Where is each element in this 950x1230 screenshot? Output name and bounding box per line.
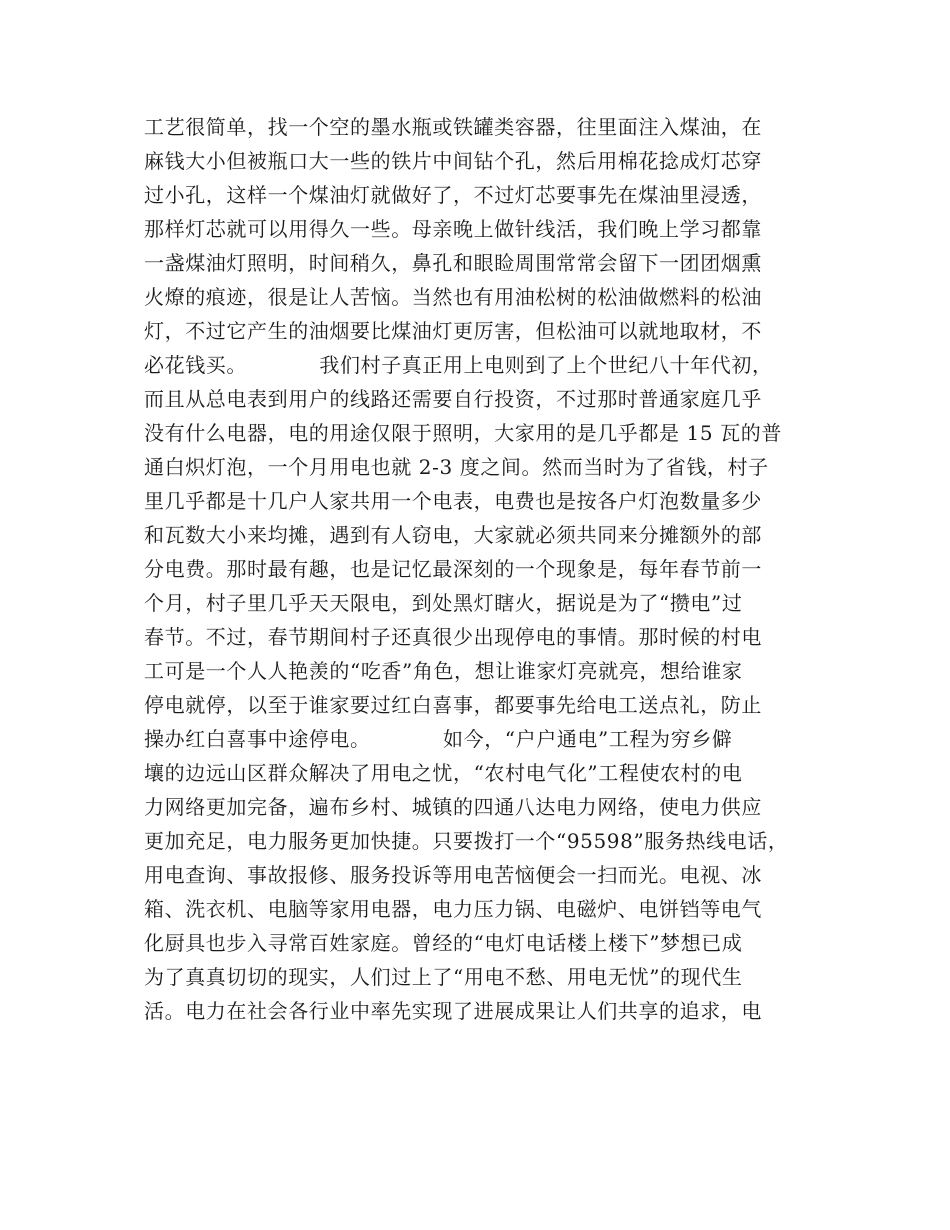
text-line-8: 必花钱买。 我们村子真正用上电则到了上个世纪八十年代初， [144,353,773,377]
text-line-7: 灯，不过它产生的油烟要比煤油灯更厉害，但松油可以就地取材，不 [144,319,762,343]
text-line-22: 更加充足，电力服务更加快捷。只要拨打一个“95598”服务热线电话， [144,829,789,853]
text-line-1: 工艺很简单，找一个空的墨水瓶或铁罐类容器，往里面注入煤油，在 [144,115,762,139]
text-line-13: 和瓦数大小来均摊，遇到有人窃电，大家就必须共同来分摊额外的部 [144,523,762,547]
text-line-3: 过小孔，这样一个煤油灯就做好了，不过灯芯要事先在煤油里浸透， [144,183,762,207]
text-line-4: 那样灯芯就可以用得久一些。母亲晚上做针线活，我们晚上学习都靠 [144,217,762,241]
text-line-23: 用电查询、事故报修、服务投诉等用电苦恼便会一扫而光。电视、冰 [144,863,762,887]
text-line-6: 火燎的痕迹，很是让人苦恼。当然也有用油松树的松油做燃料的松油 [144,285,762,309]
text-line-27: 活。电力在社会各行业中率先实现了进展成果让人们共享的追求，电 [144,999,762,1023]
text-line-18: 停电就停，以至于谁家要过红白喜事，都要事先给电工送点礼，防止 [144,693,762,717]
text-line-11: 通白炽灯泡，一个月用电也就 2-3 度之间。然而当时为了省钱，村子 [144,455,769,479]
text-line-12: 里几乎都是十几户人家共用一个电表，电费也是按各户灯泡数量多少 [144,489,762,513]
text-line-16: 春节。不过，春节期间村子还真很少出现停电的事情。那时候的村电 [144,625,762,649]
text-line-5: 一盏煤油灯照明，时间稍久，鼻孔和眼睑周围常常会留下一团团烟熏 [144,251,762,275]
text-line-10: 没有什么电器，电的用途仅限于照明，大家用的是几乎都是 15 瓦的普 [144,421,782,445]
text-line-21: 力网络更加完备，遍布乡村、城镇的四通八达电力网络，使电力供应 [144,795,762,819]
text-line-2: 麻钱大小但被瓶口大一些的铁片中间钻个孔，然后用棉花捻成灯芯穿 [144,149,762,173]
text-line-20: 壤的边远山区群众解决了用电之忧，“农村电气化”工程使农村的电 [144,761,743,785]
text-line-17: 工可是一个人人艳羡的“吃香”角色，想让谁家灯亮就亮，想给谁家 [144,659,743,683]
text-line-25: 化厨具也步入寻常百姓家庭。曾经的“电灯电话楼上楼下”梦想已成 [144,931,743,955]
body-text [144,110,824,1028]
text-line-26: 为了真真切切的现实，人们过上了“用电不愁、用电无忧”的现代生 [144,965,743,989]
text-line-14: 分电费。那时最有趣，也是记忆最深刻的一个现象是，每年春节前一 [144,557,762,581]
text-line-9: 而且从总电表到用户的线路还需要自行投资，不过那时普通家庭几乎 [144,387,762,411]
text-line-19: 操办红白喜事中途停电。 如今，“户户通电”工程为穷乡僻 [144,727,733,751]
text-line-24: 箱、洗衣机、电脑等家用电器，电力压力锅、电磁炉、电饼铛等电气 [144,897,762,921]
text-line-15: 个月，村子里几乎天天限电，到处黑灯瞎火，据说是为了“攒电”过 [144,591,743,615]
